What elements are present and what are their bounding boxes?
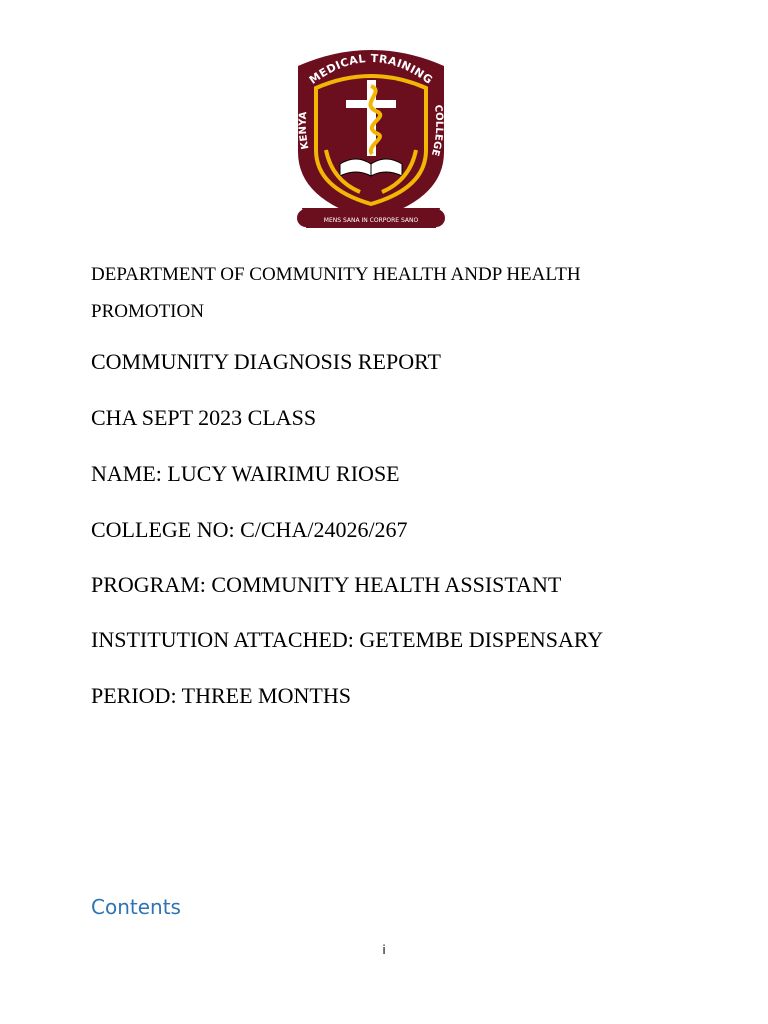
logo-text-top: MEDICAL TRAINING (306, 51, 436, 87)
student-name: NAME: LUCY WAIRIMU RIOSE (91, 461, 400, 486)
period-line: PERIOD: THREE MONTHS (91, 683, 351, 708)
class-line: CHA SEPT 2023 CLASS (91, 405, 317, 430)
college-logo (288, 42, 454, 238)
program-line: PROGRAM: COMMUNITY HEALTH ASSISTANT (91, 572, 562, 597)
report-title: COMMUNITY DIAGNOSIS REPORT (91, 349, 441, 374)
logo-text-right: COLLEGE (428, 104, 445, 158)
logo-text-left: KENYA (297, 111, 312, 151)
contents-heading[interactable]: Contents (91, 895, 181, 919)
logo-motto: MENS SANA IN CORPORE SANO (323, 217, 419, 224)
page-number: i (382, 943, 386, 957)
institution-line: INSTITUTION ATTACHED: GETEMBE DISPENSARY (91, 627, 604, 652)
college-number: COLLEGE NO: C/CHA/24026/267 (91, 517, 408, 542)
department-heading: DEPARTMENT OF COMMUNITY HEALTH ANDP HEALTH PROMOTION (91, 264, 581, 322)
